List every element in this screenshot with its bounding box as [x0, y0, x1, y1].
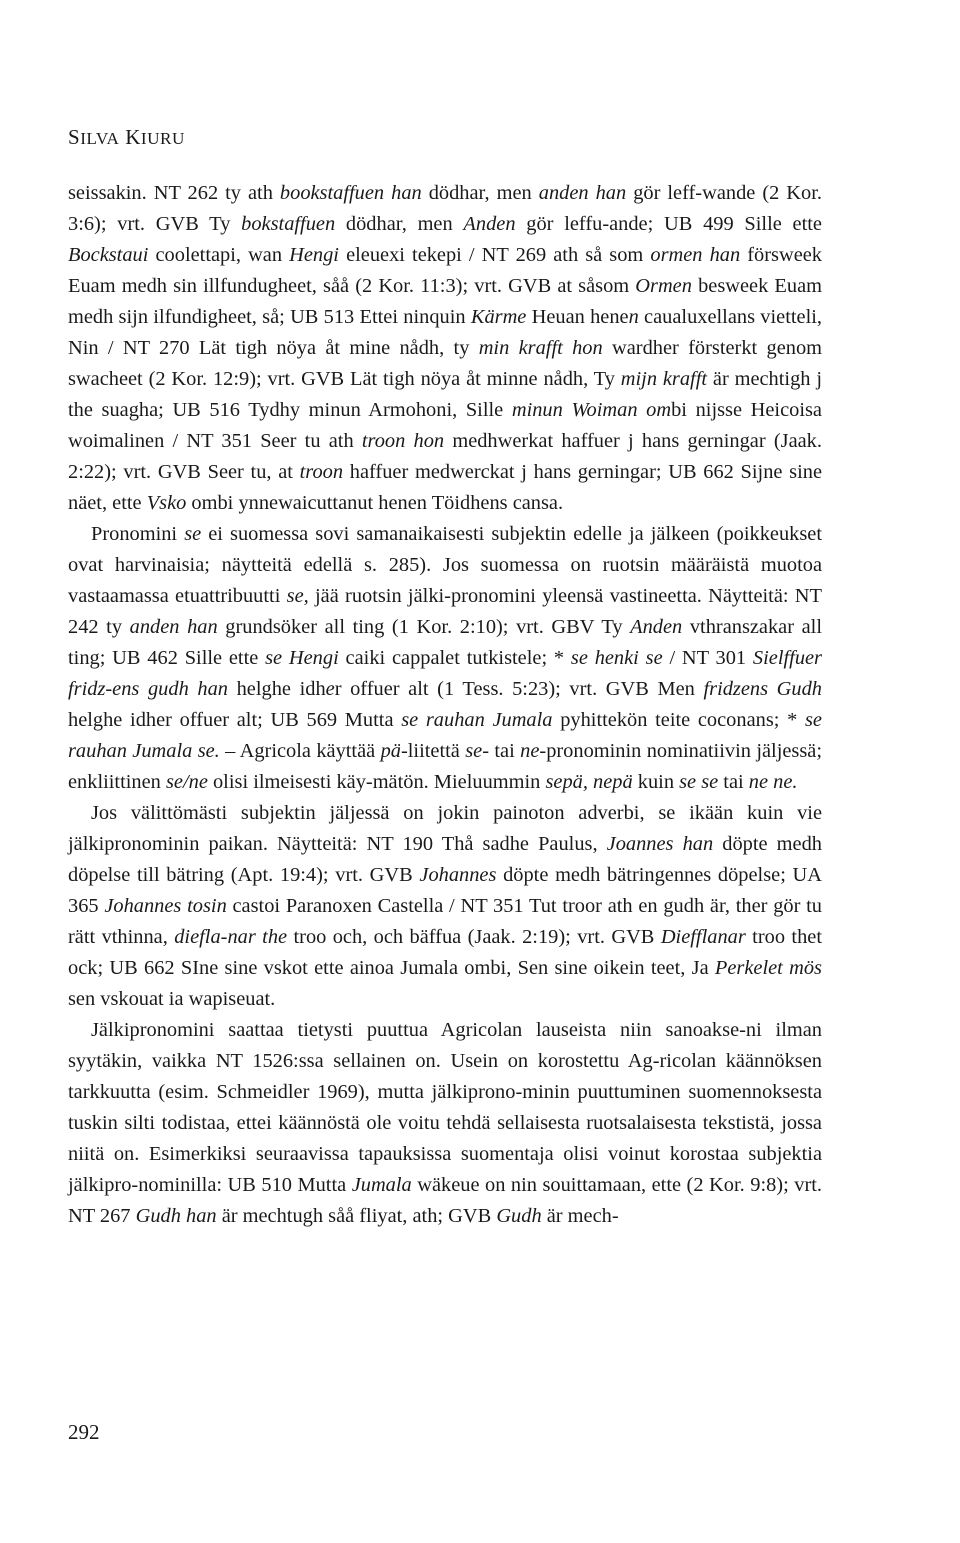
italic-run: anden han — [538, 182, 627, 204]
text-run: dödhar, men — [335, 213, 464, 235]
italic-run: se/ne — [165, 771, 208, 793]
text-run — [638, 399, 647, 421]
italic-run: Perkelet mös — [714, 957, 822, 979]
text-run: castoi Paranoxen Castella / NT 351 Tut troor ath en gudh är, ther gör tu rätt vthinna, — [68, 895, 822, 948]
paragraph-1 — [68, 178, 822, 519]
text-run: caiki cappalet tutkistele; * — [338, 647, 571, 669]
text-run: kuin — [632, 771, 680, 793]
text-run: eleuexi tekepi / NT 269 ath så som — [338, 244, 651, 266]
text-run: är mech- — [541, 1205, 619, 1227]
italic-run: mijn krafft — [620, 368, 708, 390]
text-run: Heuan hene — [526, 306, 629, 328]
italic-run: Anden — [630, 616, 683, 638]
text-run: wäkeue on nin souittamaan, ette (2 Kor. 9:8); vrt. NT 267 — [68, 1174, 823, 1227]
page-number: 292 — [68, 1420, 100, 1444]
text-run: medhwerkat haffuer j hans gerningar (Jaak. 2:22); vrt. GVB Seer tu, at — [68, 430, 822, 483]
text-run: coolettapi, wan — [148, 244, 290, 266]
text-run: dödhar, men — [421, 182, 539, 204]
italic-run: se henki se — [570, 647, 663, 669]
italic-run: anden han — [129, 616, 218, 638]
text-run: helghe idher offuer alt; UB 569 Mutta — [68, 709, 402, 731]
italic-run: se rauhan Jumala se. — [68, 709, 822, 762]
italic-run: Gudh — [496, 1205, 542, 1227]
text-run: är mechtigh j the suagha; UB 516 Tydhy minun Armohoni, Sille — [68, 368, 822, 421]
text-run: ei suomessa sovi samanaikaisesti subjektin edelle ja jälkeen (poikkeukset ovat harvinaisia; näytteitä edellä s. 285). Jos suomessa on ruotsin määräistä muotoa vastaamassa etuattribuutti — [68, 523, 823, 607]
italic-run: Gudh han — [135, 1205, 217, 1227]
text-run: wardher försterkt genom swacheet (2 Kor. 12:9); vrt. GVB Lät tigh nöya åt minne nådh, Ty — [68, 337, 822, 390]
italic-run: om — [646, 399, 672, 421]
text-run: tai — [718, 771, 749, 793]
running-head-author: SILVA KIURU — [68, 125, 185, 149]
text-run: / NT 301 — [662, 647, 753, 669]
italic-run: troon hon — [361, 430, 445, 452]
text-run: troo och, och bäffua (Jaak. 2:19); vrt. GVB — [287, 926, 661, 948]
text-run: Jälkipronomini saattaa tietysti puuttua Agricolan lauseista niin sanoakse-ni ilman syytäkin, vaikka NT 1526:ssa sellainen on. Usein on korostettu Ag-ricolan käännöksen tarkkuutta (esim. Schmeidler 1969), mutta jälkiprono-minin puuttuminen suomennoksesta tuskin silti todistaa, ettei käännöstä ole voitu tehdä sellaisesta ruotsalaisesta tekstistä, jossa niitä on. Esimerkiksi seuraavissa tapauksissa suomentaja olisi voinut korostaa subjektia jälkipro-nominilla: UB 510 Mutta — [68, 1019, 822, 1196]
text-run: Pronomini — [91, 523, 185, 545]
text-run: ombi ynnewaicuttanut henen Töidhens cansa. — [186, 492, 564, 514]
paragraph-3 — [68, 798, 822, 1015]
italic-run: Jumala — [351, 1174, 412, 1196]
text-run: helghe idh — [227, 678, 326, 700]
paragraph-2 — [68, 519, 822, 798]
text-run: tai — [489, 740, 521, 762]
italic-run: se se — [679, 771, 719, 793]
text-run: -pronominin nominatiivin jäljessä; enkliittinen — [68, 740, 822, 793]
italic-run: sepä, nepä — [545, 771, 633, 793]
italic-run: se rauhan Jumala — [401, 709, 553, 731]
italic-run: Anden — [463, 213, 516, 235]
text-run: haffuer medwerckat j hans gerningar; UB 662 Sijne sine näet, ette — [68, 461, 823, 514]
italic-run: n — [628, 306, 639, 328]
text-run: försweek Euam medh sin illfundugheet, såå (2 Kor. 11:3); vrt. GVB at såsom — [68, 244, 822, 297]
italic-run: Vsko — [146, 492, 187, 514]
italic-run: se Hengi — [265, 647, 339, 669]
italic-run: Johannes tosin — [104, 895, 227, 917]
text-run: döpte medh döpelse till bätring (Apt. 19:4); vrt. GVB — [68, 833, 822, 886]
italic-run: Ormen — [635, 275, 692, 297]
text-run: döpte medh bätringennes döpelse; UA 365 — [68, 864, 822, 917]
text-run: caualuxellans vietteli, Nin / NT 270 Lät tigh nöya åt mine nådh, ty — [68, 306, 822, 359]
text-run: är mechtugh såå fliyat, ath; GVB — [216, 1205, 497, 1227]
text-run: -liitettä — [400, 740, 466, 762]
italic-run: Kärme — [470, 306, 527, 328]
italic-run: diefla-nar the — [174, 926, 288, 948]
italic-run: ormen han — [650, 244, 741, 266]
text-run: bi nijsse Heicoisa woimalinen / NT 351 Seer tu ath — [68, 399, 822, 452]
italic-run: bookstaffuen han — [279, 182, 422, 204]
italic-run: Joannes han — [606, 833, 714, 855]
text-run: olisi ilmeisesti käy-mätön. Mieluummin — [207, 771, 546, 793]
text-run: besweek Euam medh sijn ilfundigheet, så; UB 513 Ettei ninquin — [68, 275, 822, 328]
text-run: vthranszakar all ting; UB 462 Sille ette — [68, 616, 822, 669]
italic-run: bokstaffuen — [241, 213, 336, 235]
italic-run: fridzens Gudh — [703, 678, 822, 700]
italic-run: Hengi — [289, 244, 339, 266]
italic-run: minun Woiman — [511, 399, 638, 421]
text-run: gör leffu-ande; UB 499 Sille ette — [515, 213, 822, 235]
text-run: grundsöker all ting (1 Kor. 2:10); vrt. GBV Ty — [217, 616, 631, 638]
italic-run: se- — [465, 740, 490, 762]
text-run: – Agricola käyttää — [219, 740, 381, 762]
italic-run: se — [184, 523, 202, 545]
italic-run: ne ne. — [748, 771, 798, 793]
italic-run: min krafft hon — [478, 337, 603, 359]
italic-run: Diefflanar — [660, 926, 746, 948]
italic-run: Bockstaui — [68, 244, 149, 266]
italic-run: ne — [520, 740, 540, 762]
text-run: pyhittekön teite coconans; * — [552, 709, 805, 731]
italic-run: Sielffuer fridz-ens gudh han — [68, 647, 822, 700]
italic-run: pä — [380, 740, 401, 762]
text-run: Jos välittömästi subjektin jäljessä on jokin painoton adverbi, se ikään kuin vie jälkipronominin paikan. Näytteitä: NT 190 Thå sadhe Paulus, — [68, 802, 822, 855]
italic-run: e — [325, 678, 335, 700]
text-run: r offuer alt (1 Tess. 5:23); vrt. GVB Men — [334, 678, 704, 700]
text-run: seissakin. NT 262 ty ath — [68, 182, 280, 204]
italic-run: Johannes — [419, 864, 497, 886]
text-run: sen vskouat ia wapiseuat. — [68, 988, 276, 1010]
body-text — [68, 178, 822, 1232]
italic-run: troon — [299, 461, 344, 483]
italic-run: se, — [286, 585, 309, 607]
text-run: jää ruotsin jälki-pronomini yleensä vastineetta. Näytteitä: NT 242 ty — [68, 585, 822, 638]
paragraph-4 — [68, 1015, 822, 1232]
text-run: troo thet ock; UB 662 SIne sine vskot ette ainoa Jumala ombi, Sen sine oikein teet, Ja — [68, 926, 822, 979]
text-run: gör leff-wande (2 Kor. 3:6); vrt. GVB Ty — [68, 182, 822, 235]
